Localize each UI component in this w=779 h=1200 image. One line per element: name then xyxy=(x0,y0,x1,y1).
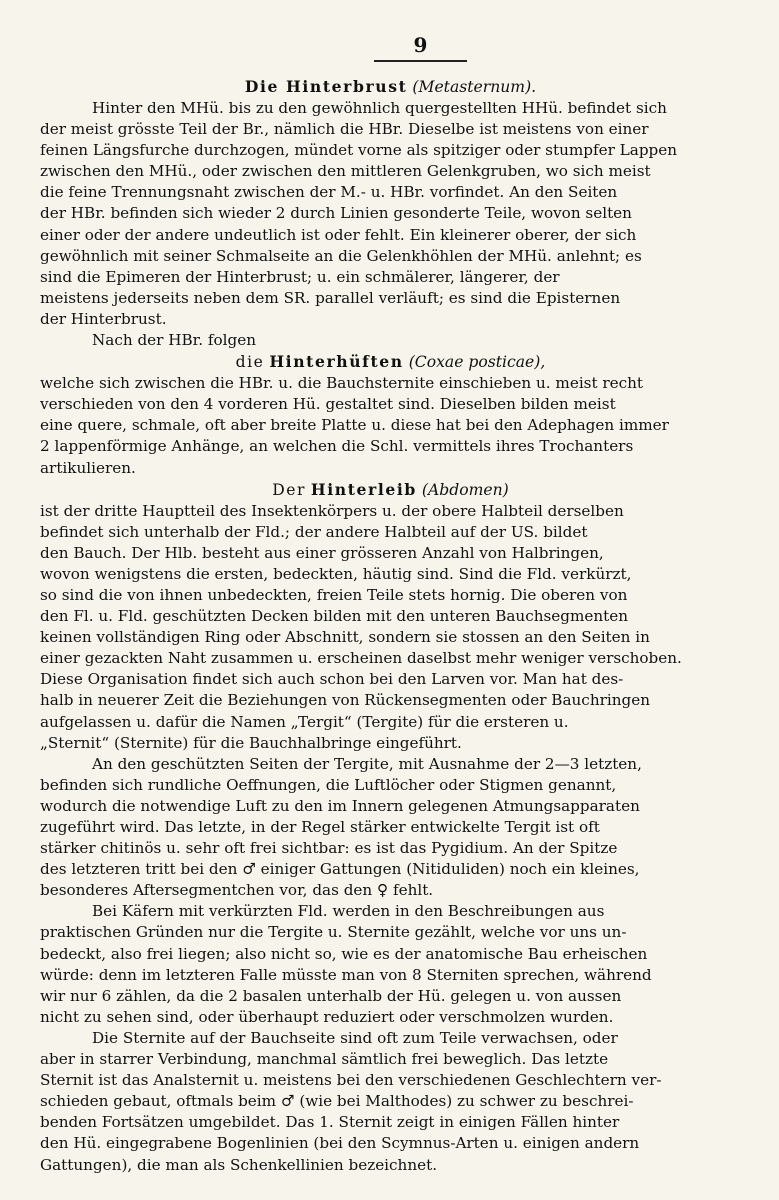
text-line: der HBr. befinden sich wieder 2 durch Linien gesonderte Teile, wovon selten xyxy=(40,204,632,223)
heading-latin: (Metasternum). xyxy=(412,78,537,96)
text-line: den Fl. u. Fld. geschützten Decken bilden mit den unteren Bauchsegmenten xyxy=(40,607,629,626)
text-line: besonderes Aftersegmentchen vor, das den ♀ fehlt. xyxy=(40,881,434,900)
heading-title: Die Hinterbrust xyxy=(244,77,408,96)
text-line: „Sternit“ (Sternite) für die Bauchhalbringe eingeführt. xyxy=(40,733,462,752)
page-number: 9 xyxy=(374,32,468,62)
text-line: An den geschützten Seiten der Tergite, mit Ausnahme der 2—3 letzten, xyxy=(92,754,642,773)
text-line: sind die Epimeren der Hinterbrust; u. ein schmälerer, längerer, der xyxy=(40,267,560,286)
text-line: den Hü. eingegrabene Bogenlinien (bei den Scymnus-Arten u. einigen andern xyxy=(40,1134,640,1153)
text-line: die feine Trennungsnaht zwischen der M.- u. HBr. vorfindet. An den Seiten xyxy=(40,183,618,202)
section-heading-hinterbrust xyxy=(40,76,741,98)
heading-latin: (Coxae posticae), xyxy=(408,353,546,372)
text-line: wovon wenigstens die ersten, bedeckten, häutig sind. Sind die Fld. verkürzt, xyxy=(40,564,632,583)
text-line: würde: denn im letzteren Falle müsste man von 8 Sterniten sprechen, während xyxy=(40,965,652,984)
text-line: befindet sich unterhalb der Fld.; der andere Halbteil auf der US. bildet xyxy=(40,522,588,541)
text-line: Die Sternite auf der Bauchseite sind oft zum Teile verwachsen, oder xyxy=(92,1028,618,1047)
text-line: aber in starrer Verbindung, manchmal sämtlich frei beweglich. Das letzte xyxy=(40,1050,609,1069)
paragraph-hinterleib xyxy=(40,501,741,1176)
text-line: Diese Organisation findet sich auch schon bei den Larven vor. Man hat des- xyxy=(40,670,624,689)
section-heading-hinterleib xyxy=(40,479,741,501)
text-line: aufgelassen u. dafür die Namen „Tergit“ (Tergite) für die ersteren u. xyxy=(40,712,569,731)
text-line: schieden gebaut, oftmals beim ♂ (wie bei Malthodes) zu schwer zu beschrei- xyxy=(40,1092,634,1111)
text-line: benden Fortsätzen umgebildet. Das 1. Sternit zeigt in einigen Fällen hinter xyxy=(40,1113,620,1132)
heading-latin: (Abdomen) xyxy=(421,480,509,499)
text-line: bedeckt, also frei liegen; also nicht so, wie es der anatomische Bau erheischen xyxy=(40,944,648,963)
text-line: praktischen Gründen nur die Tergite u. Sternite gezählt, welche vor uns un- xyxy=(40,923,627,942)
text-line: welche sich zwischen die HBr. u. die Bauchsternite einschieben u. meist recht xyxy=(40,374,644,393)
text-line: verschieden von den 4 vorderen Hü. gestaltet sind. Dieselben bilden meist xyxy=(40,395,616,414)
text-line: ist der dritte Hauptteil des Insektenkörpers u. der obere Halbteil derselben xyxy=(40,501,624,520)
heading-prefix: die xyxy=(235,353,265,372)
paragraph-hinterbrust xyxy=(40,98,741,351)
text-line: den Bauch. Der Hlb. besteht aus einer grösseren Anzahl von Halbringen, xyxy=(40,543,604,562)
section-heading-hinterhueften xyxy=(40,351,741,373)
text-line: einer oder der andere undeutlich ist oder fehlt. Ein kleinerer oberer, der sich xyxy=(40,225,637,244)
text-line: des letzteren tritt bei den ♂ einiger Gattungen (Nitiduliden) noch ein kleines, xyxy=(40,860,640,879)
heading-title: Hinterleib xyxy=(310,479,417,499)
page-header xyxy=(100,32,741,62)
text-line: meistens jederseits neben dem SR. parallel verläuft; es sind die Episternen xyxy=(40,288,621,307)
text-line: Nach der HBr. folgen xyxy=(92,331,257,350)
text-line: artikulieren. xyxy=(40,458,136,477)
text-line: so sind die von ihnen unbedeckten, freien Teile stets hornig. Die oberen von xyxy=(40,585,628,604)
text-line: stärker chitinös u. sehr oft frei sichtbar: es ist das Pygidium. An der Spitze xyxy=(40,839,618,858)
text-line: einer gezackten Naht zusammen u. erscheinen daselbst mehr weniger verschoben. xyxy=(40,649,682,668)
text-line: Gattungen), die man als Schenkellinien bezeichnet. xyxy=(40,1155,438,1174)
text-line: wodurch die notwendige Luft zu den im Innern gelegenen Atmungsapparaten xyxy=(40,796,640,815)
text-line: 2 lappenförmige Anhänge, an welchen die Schl. vermittels ihres Trochanters xyxy=(40,437,634,456)
text-line: feinen Längsfurche durchzogen, mündet vorne als spitziger oder stumpfer Lappen xyxy=(40,141,678,160)
heading-prefix: Der xyxy=(272,480,306,499)
text-line: zugeführt wird. Das letzte, in der Regel stärker entwickelte Tergit ist oft xyxy=(40,818,600,836)
heading-title: Hinterhüften xyxy=(269,352,404,372)
text-line: zwischen den MHü., oder zwischen den mittleren Gelenkgruben, wo sich meist xyxy=(40,162,651,181)
text-line: befinden sich rundliche Oeffnungen, die Luftlöcher oder Stigmen genannt, xyxy=(40,775,617,794)
text-line: Hinter den MHü. bis zu den gewöhnlich quergestellten HHü. befindet sich xyxy=(92,99,667,117)
paragraph-hinterhueften xyxy=(40,373,741,478)
text-line: gewöhnlich mit seiner Schmalseite an die Gelenkhöhlen der MHü. anlehnt; es xyxy=(40,246,642,265)
text-line: der meist grösste Teil der Br., nämlich die HBr. Dieselbe ist meistens von einer xyxy=(40,120,649,139)
text-line: keinen vollständigen Ring oder Abschnitt, sondern sie stossen an den Seiten in xyxy=(40,628,650,647)
text-line: Bei Käfern mit verkürzten Fld. werden in den Beschreibungen aus xyxy=(92,902,605,921)
text-line: Sternit ist das Analsternit u. meistens bei den verschiedenen Geschlechtern ver- xyxy=(40,1071,662,1090)
text-line: wir nur 6 zählen, da die 2 basalen unterhalb der Hü. gelegen u. von aussen xyxy=(40,986,622,1005)
text-line: nicht zu sehen sind, oder überhaupt reduziert oder verschmolzen wurden. xyxy=(40,1007,614,1026)
text-line: der Hinterbrust. xyxy=(40,309,167,328)
text-line: halb in neuerer Zeit die Beziehungen von Rückensegmenten oder Bauchringen xyxy=(40,691,650,710)
text-line: eine quere, schmale, oft aber breite Platte u. diese hat bei den Adephagen immer xyxy=(40,416,669,435)
